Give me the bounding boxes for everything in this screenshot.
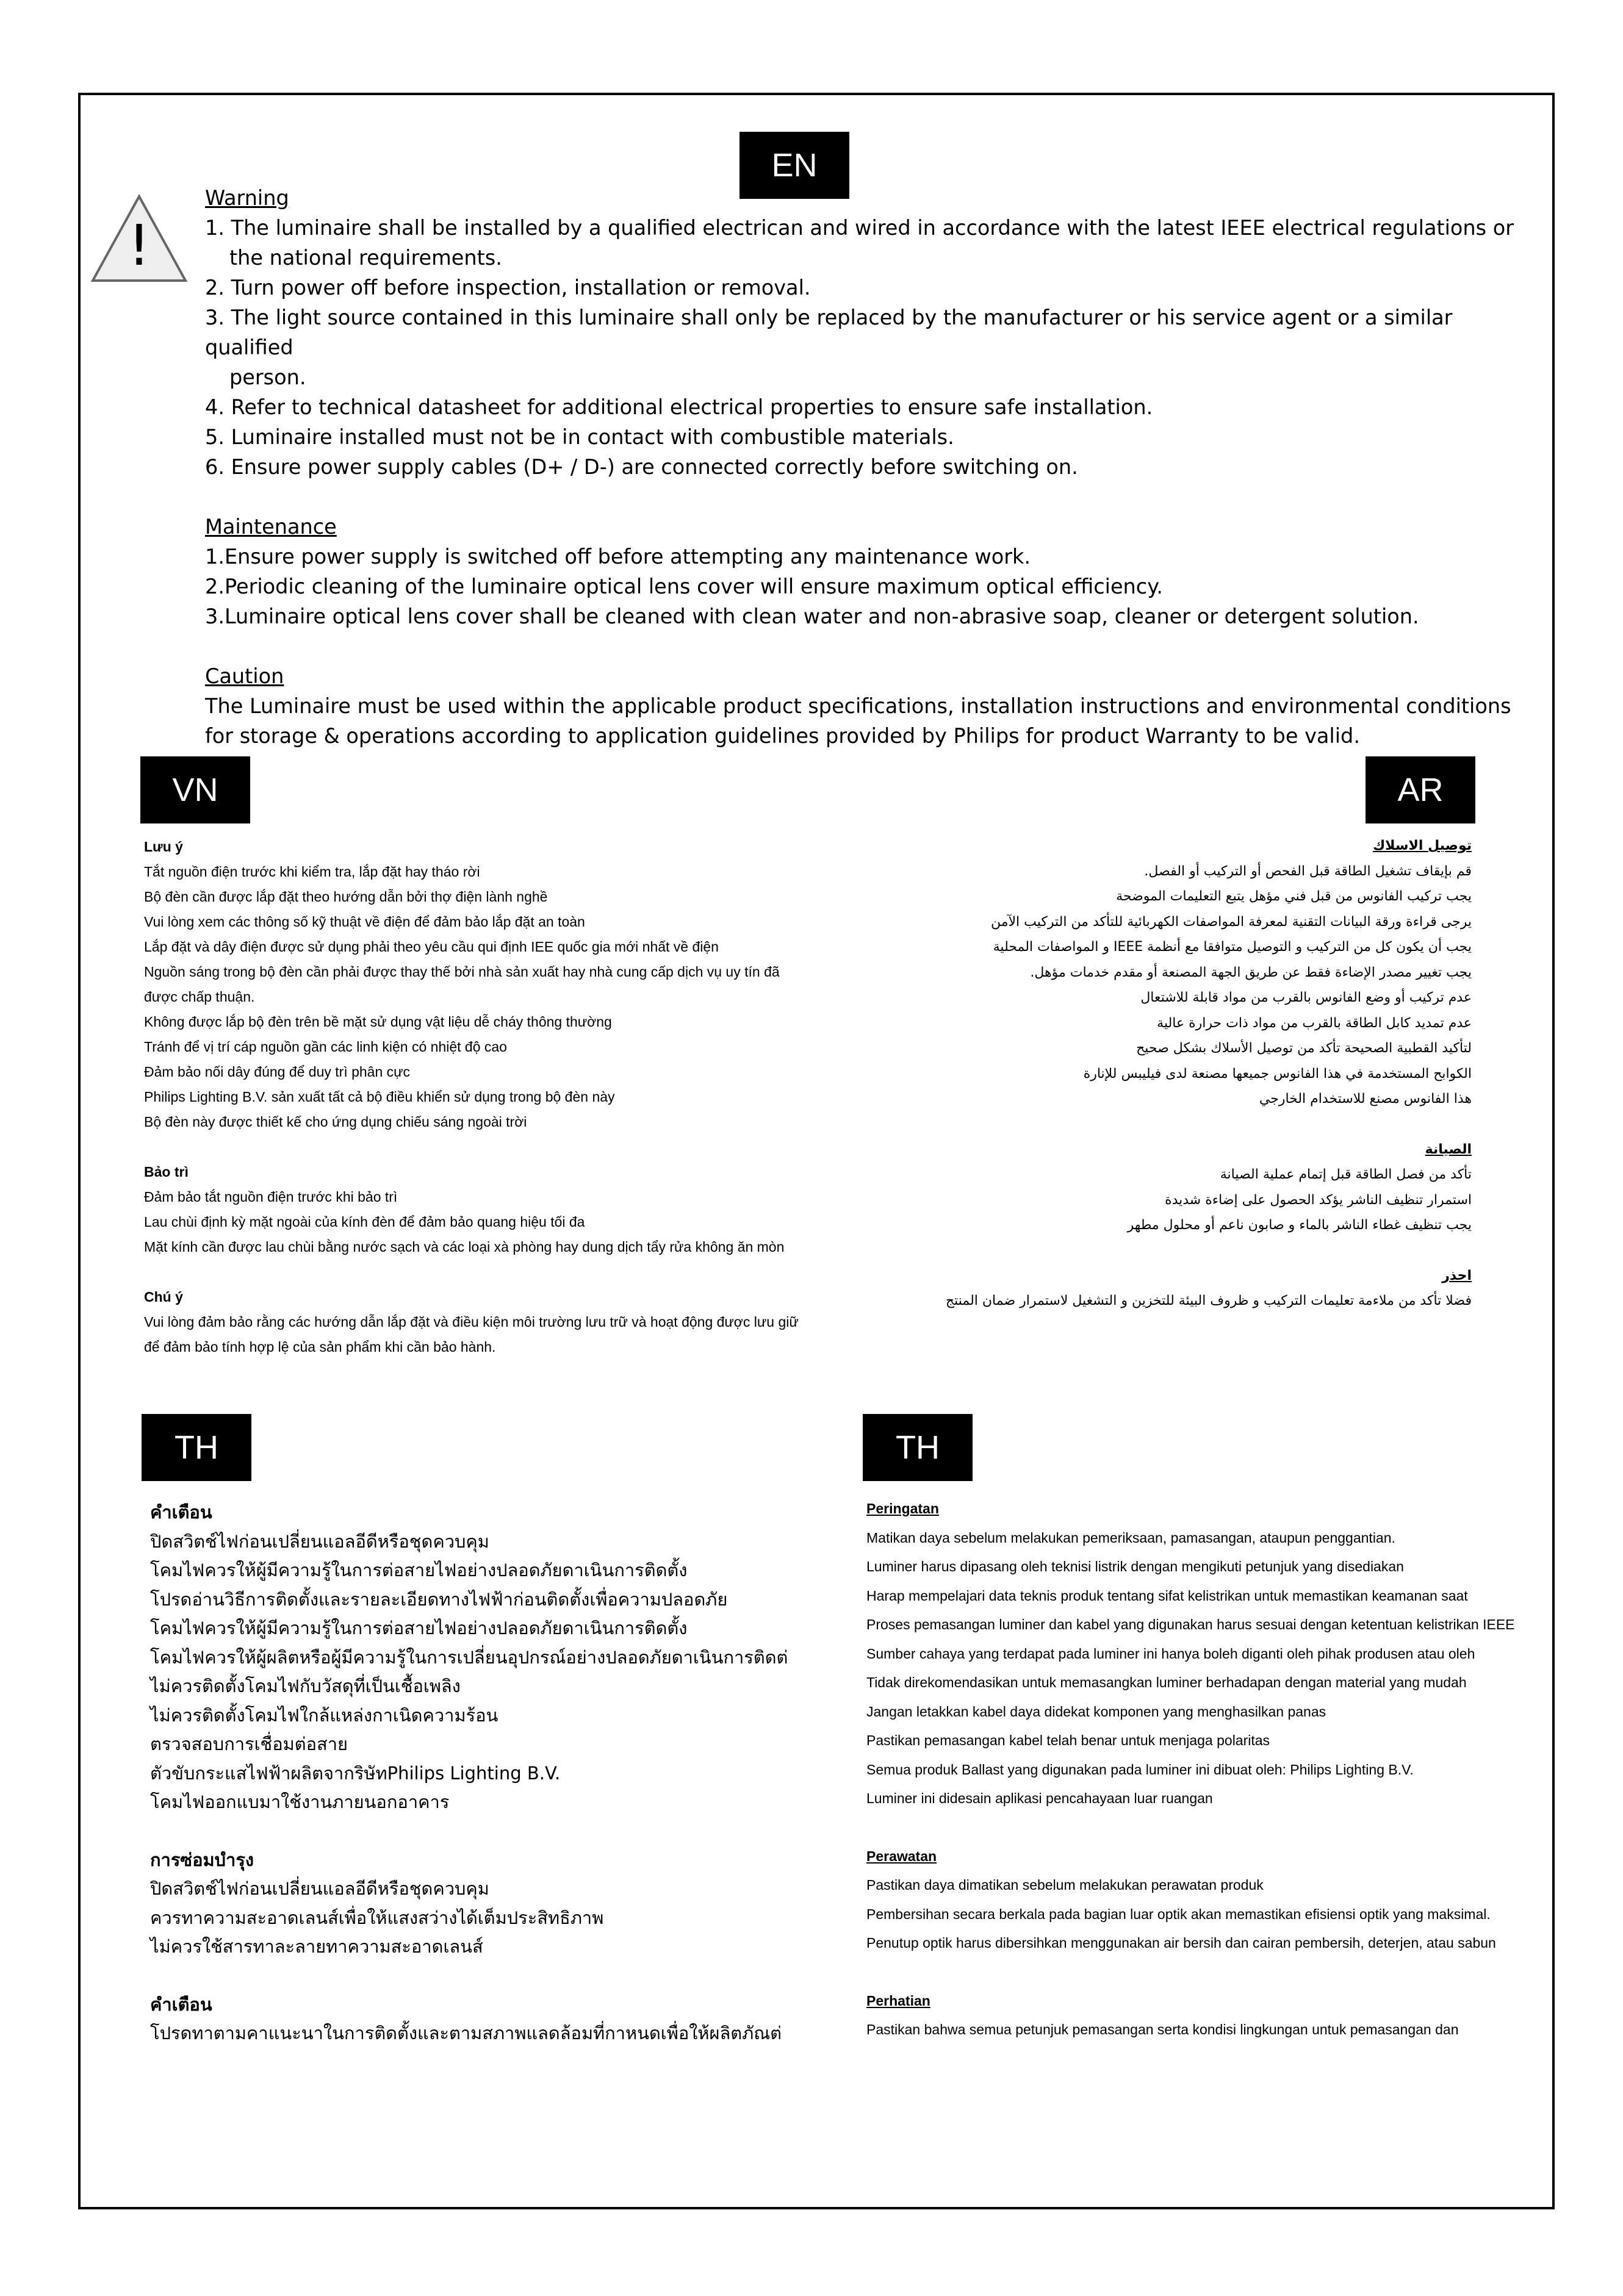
ar-warning-line: يرجى قراءة ورقة البيانات التقنية لمعرفة المواصفات الكهربائية للتأكد من التركيب الآمن (990, 914, 1472, 930)
id-section (866, 1494, 1538, 2045)
id-maintenance-line: Pastikan daya dimatikan sebelum melakukan perawatan produk (866, 1877, 1264, 1893)
ar-warning-line: عدم تركيب أو وضع الفانوس بالقرب من مواد قابلة للاشتعال (1140, 990, 1472, 1005)
ar-maintenance-line: استمرار تنظيف الناشر يؤكد الحصول على إضاءة شديدة (1165, 1192, 1472, 1208)
en-maintenance-line: 2.Periodic cleaning of the luminaire optical lens cover will ensure maximum optical efficiency. (205, 575, 1163, 598)
vn-warning-line: Lắp đặt và dây điện được sử dụng phải theo yêu cầu qui định IEE quốc gia mới nhất về điện (144, 939, 719, 955)
id-caution-line: Pastikan bahwa semua petunjuk pemasangan serta kondisi lingkungan untuk pemasangan dan (866, 2022, 1459, 2037)
vn-maintenance-line: Đảm bảo tắt nguồn điện trước khi bảo trì (144, 1189, 398, 1205)
en-warning-line: 2. Turn power off before inspection, installation or removal. (205, 276, 811, 300)
id-warning-line: Semua produk Ballast yang digunakan pada luminer ini dibuat oleh: Philips Lighting B.V. (866, 1761, 1414, 1778)
th-warning-line: โคมไฟควรให้ผู้ผลิตหรือผู้มีความรู้ในการเปลี่ยนอุปกรณ์อย่างปลอดภัยดาเนินการติดต่ (150, 1646, 788, 1668)
vn-warning-line: Không được lắp bộ đèn trên bề mặt sử dụng vật liệu dễ cháy thông thường (144, 1014, 612, 1030)
vn-warning-line: Nguồn sáng trong bộ đèn cần phải được thay thế bởi nhà sản xuất hay nhà cung cấp dịch vụ uy tín đã (144, 964, 780, 980)
vn-caution-line: Vui lòng đảm bảo rằng các hướng dẫn lắp đặt và điều kiện môi trường lưu trữ và hoạt động được lưu giữ (144, 1314, 799, 1330)
en-warning-line: 4. Refer to technical datasheet for additional electrical properties to ensure safe installation. (205, 395, 1153, 419)
en-warning-line: 6. Ensure power supply cables (D+ / D-) are connected correctly before switching on. (205, 455, 1078, 479)
en-caution-line: The Luminaire must be used within the applicable product specifications, installation instructions and environmental conditions (205, 694, 1511, 718)
th-warning-line: ตัวขับกระแสไฟฟ้าผลิตจากริษัทPhilips Lighting B.V. (150, 1762, 561, 1784)
warning-exclamation: ! (128, 213, 151, 278)
th-warning-line: โคมไฟควรให้ผู้มีความรู้ในการต่อสายไฟอย่างปลอดภัยดาเนินการติดตั้ง (150, 1618, 688, 1638)
en-maintenance-line: 1.Ensure power supply is switched off before attempting any maintenance work. (205, 545, 1031, 569)
vn-language-tag: VN (140, 756, 250, 823)
th-warning-line: ไม่ควรติดตั้งโคมไฟใกล้แหล่งกาเนิดความร้อน (150, 1704, 498, 1726)
vn-maintenance-line: Lau chùi định kỳ mặt ngoài của kính đèn để đảm bảo quang hiệu tối đa (144, 1214, 585, 1230)
en-warning-line: the national requirements. (229, 246, 502, 270)
vn-warning-line: Bộ đèn này được thiết kế cho ứng dụng chiếu sáng ngoài trời (144, 1114, 527, 1130)
id-warning-line: Proses pemasangan luminer dan kabel yang digunakan harus sesuai dengan ketentuan kelistrikan IEEE (866, 1616, 1515, 1632)
ar-warning-line: لتأكيد القطبية الصحيحة تأكد من توصيل الأسلاك بشكل صحيح (1136, 1041, 1472, 1056)
vn-warning-line: Vui lòng xem các thông số kỹ thuật về điện để đảm bảo lắp đặt an toàn (144, 914, 585, 930)
vn-warning-line: Philips Lighting B.V. sản xuất tất cả bộ điều khiển sử dụng trong bộ đèn này (144, 1089, 615, 1105)
id-language-tag: TH (863, 1414, 973, 1481)
id-maintenance-line: Penutup optik harus dibersihkan menggunakan air bersih dan cairan pembersih, deterjen, atau sabun (866, 1935, 1496, 1951)
th-warning-line: ปิดสวิตช์ไฟก่อนเปลี่ยนแอลอีดีหรือชุดควบคุม (150, 1530, 489, 1552)
th-maintenance-line: ปิดสวิตช์ไฟก่อนเปลี่ยนแอลอีดีหรือชุดควบคุม (150, 1878, 489, 1899)
id-warning-line: Jangan letakkan kabel daya didekat komponen yang menghasilkan panas (866, 1703, 1326, 1720)
id-warning-line: Tidak direkomendasikan untuk memasangkan luminer berhadapan dengan material yang mudah (866, 1674, 1467, 1690)
vn-maintenance-title: Bảo trì (144, 1164, 189, 1180)
th-warning-line: โคมไฟควรให้ผู้มีความรู้ในการต่อสายไฟอย่างปลอดภัยดาเนินการติดตั้ง (150, 1560, 688, 1580)
en-warning-line: person. (229, 365, 306, 389)
th-warning-title: คำเตือน (150, 1502, 212, 1523)
th-caution-line: โปรดทาตามคาแนะนาในการติดตั้งและตามสภาพแลดล้อมที่กาหนดเพื่อให้ผลิตภัณต่ (150, 2023, 782, 2043)
id-warning-title: Peringatan (866, 1501, 939, 1516)
vn-warning-line: Tắt nguồn điện trước khi kiểm tra, lắp đặt hay tháo rời (144, 864, 480, 880)
vn-warning-title: Lưu ý (144, 839, 183, 855)
en-warning-line: 1. The luminaire shall be installed by a qualified electrican and wired in accordance with the latest IEEE electrical regulations or (205, 216, 1514, 240)
id-caution-title: Perhatian (866, 1992, 930, 2009)
th-maintenance-title: การซ่อมบำรุง (150, 1849, 254, 1870)
vn-maintenance-line: Mặt kính cần được lau chùi bằng nước sạch và các loại xà phòng hay dung dịch tẩy rửa không ăn mòn (144, 1239, 785, 1255)
th-maintenance-line: ไม่ควรใช้สารทาละลายทาความสะอาดเลนส์ (150, 1936, 483, 1957)
th-section (150, 1498, 833, 2048)
en-warning-line: 5. Luminaire installed must not be in contact with combustible materials. (205, 425, 954, 449)
id-maintenance-title: Perawatan (866, 1848, 937, 1864)
vn-caution-line: để đảm bảo tính hợp lệ của sản phẩm khi cần bảo hành. (144, 1339, 496, 1355)
ar-warning-title: توصيل الاسلاك (1372, 838, 1472, 853)
ar-section (812, 833, 1472, 1314)
ar-caution-title: احذر (1442, 1268, 1472, 1283)
th-warning-line: ตรวจสอบการเชื่อมต่อสาย (150, 1734, 348, 1754)
th-maintenance-line: ควรทาความสะอาดเลนส์เพื่อให้แสงสว่างได้เต็มประสิทธิภาพ (150, 1907, 604, 1928)
th-language-tag: TH (142, 1414, 251, 1481)
id-warning-line: Matikan daya sebelum melakukan pemeriksaan, pamasangan, ataupun penggantian. (866, 1529, 1395, 1546)
ar-warning-line: عدم تمديد كابل الطاقة بالقرب من مواد ذات حرارة عالية (1157, 1015, 1472, 1031)
en-section (205, 183, 1535, 751)
ar-caution-line: فضلا تأكد من ملاءمة تعليمات التركيب و ظروف البيئة للتخزين و التشغيل لاستمرار ضمان المنتج (945, 1293, 1472, 1308)
en-maintenance-line: 3.Luminaire optical lens cover shall be cleaned with clean water and non-abrasive soap, cleaner or detergent solution. (205, 604, 1419, 628)
th-caution-title: คำเตือน (150, 1993, 212, 2015)
ar-warning-line: يجب تغيير مصدر الإضاءة فقط عن طريق الجهة المصنعة أو مقدم خدمات مؤهل. (1030, 964, 1472, 980)
ar-maintenance-title: الصيانة (1425, 1141, 1472, 1157)
id-maintenance-line: Pembersihan secara berkala pada bagian luar optik akan memastikan efisiensi optik yang maksimal. (866, 1906, 1491, 1922)
ar-warning-line: قم بإيقاف تشغيل الطاقة قبل الفحص أو التركيب أو الفصل. (1144, 863, 1472, 879)
en-warning-line: 3. The light source contained in this luminaire shall only be replaced by the manufacturer or his service agent or a similar qualified (205, 306, 1453, 359)
vn-caution-title: Chú ý (144, 1289, 183, 1305)
ar-maintenance-line: يجب تنظيف غطاء الناشر بالماء و صابون ناعم أو محلول مطهر (1127, 1218, 1472, 1233)
id-warning-line: Luminer ini didesain aplikasi pencahayaan luar ruangan (866, 1790, 1213, 1806)
id-warning-line: Luminer harus dipasang oleh teknisi listrik dengan mengikuti petunjuk yang disediakan (866, 1559, 1404, 1574)
vn-warning-line: được chấp thuận. (144, 989, 255, 1005)
ar-warning-line: يجب أن يكون كل من التركيب و التوصيل متوافقا مع أنظمة IEEE و المواصفات المحلية (993, 939, 1472, 955)
en-language-tag: EN (740, 132, 849, 199)
th-warning-line: ไม่ควรติดตั้งโคมไฟกับวัสดุที่เป็นเชื้อเพลิง (150, 1676, 461, 1696)
th-warning-line: โปรดอ่านวิธีการติดตั้งและรายละเอียดทางไฟฟ้าก่อนติดตั้งเพื่อความปลอดภัย (150, 1588, 728, 1610)
id-warning-line: Pastikan pemasangan kabel telah benar untuk menjaga polaritas (866, 1732, 1270, 1748)
id-warning-line: Harap mempelajari data teknis produk tentang sifat kelistrikan untuk memastikan keamanan saat (866, 1587, 1468, 1604)
en-maintenance-title: Maintenance (205, 515, 337, 539)
ar-warning-line: يجب تركيب الفانوس من قبل فني مؤهل يتبع التعليمات الموضحة (1116, 889, 1472, 904)
ar-language-tag: AR (1366, 756, 1475, 823)
ar-maintenance-line: تأكد من فصل الطاقة قبل إتمام عملية الصيانة (1220, 1167, 1472, 1182)
vn-section (144, 834, 815, 1360)
warning-triangle-icon (90, 194, 188, 283)
ar-warning-line: الكوابح المستخدمة في هذا الفانوس جميعها مصنعة لدى فيليبس للإنارة (1083, 1066, 1472, 1082)
th-warning-line: โคมไฟออกแบมาใช้งานภายนอกอาคาร (150, 1792, 450, 1812)
en-caution-title: Caution (205, 664, 284, 688)
ar-warning-line: هذا الفانوس مصنع للاستخدام الخارجي (1259, 1091, 1472, 1107)
en-caution-line: for storage & operations according to application guidelines provided by Philips for product Warranty to be valid. (205, 724, 1360, 748)
en-warning-title: Warning (205, 186, 289, 210)
vn-warning-line: Đảm bảo nối dây đúng để duy trì phân cực (144, 1064, 411, 1080)
id-warning-line: Sumber cahaya yang terdapat pada luminer ini hanya boleh diganti oleh pihak produsen atau oleh (866, 1645, 1475, 1662)
vn-warning-line: Tránh để vị trí cáp nguồn gần các linh kiện có nhiệt độ cao (144, 1039, 507, 1055)
vn-warning-line: Bộ đèn cần được lắp đặt theo hướng dẫn bởi thợ điện lành nghề (144, 889, 548, 905)
